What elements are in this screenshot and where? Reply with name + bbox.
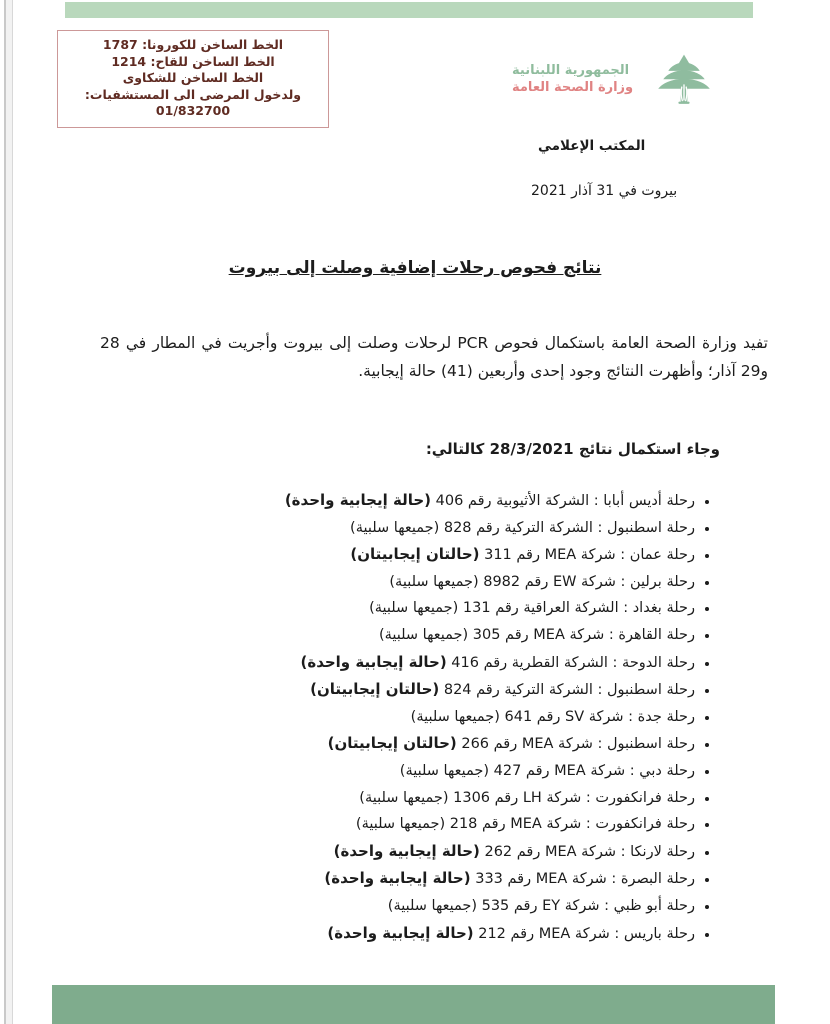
flight-text: رحلة برلين : شركة EW رقم 8982 <box>478 573 695 590</box>
flight-result: (جميعها سلبية) <box>410 708 500 725</box>
flight-result: (جميعها سلبية) <box>387 897 477 914</box>
flight-item <box>52 838 695 866</box>
flight-text: رحلة جدة : شركة SV رقم 641 <box>499 708 695 725</box>
flight-text: رحلة فرانكفورت : شركة MEA رقم 218 <box>445 816 695 833</box>
flight-result: (جميعها سلبية) <box>369 600 459 617</box>
flight-item <box>52 704 695 731</box>
flight-text: رحلة فرانكفورت : شركة LH رقم 1306 <box>448 789 695 806</box>
flight-text: رحلة اسطنبول : الشركة التركية رقم 824 <box>439 682 695 699</box>
flight-result: (جميعها سلبية) <box>378 626 469 643</box>
flight-text: رحلة أديس أبابا : الشركة الأثيوبية رقم 406 <box>431 493 695 509</box>
flight-result: (جميعها سلبية) <box>389 573 479 590</box>
top-green-bar <box>65 2 753 18</box>
flight-text: رحلة أبو ظبي : شركة EY رقم 535 <box>477 897 695 914</box>
ministry-logo-text <box>512 62 648 96</box>
flight-text: رحلة لارنكا : شركة MEA رقم 262 <box>479 843 695 860</box>
flight-item <box>52 569 695 596</box>
flight-result: (حالة إيجابية واحدة) <box>327 923 474 942</box>
bottom-green-bar <box>52 985 775 1024</box>
flight-result: (حالة إيجابية واحدة) <box>333 841 480 860</box>
flight-result: (جميعها سلبية) <box>350 519 440 536</box>
flight-item <box>52 758 695 785</box>
flight-item <box>52 487 695 515</box>
hotline-hospitals: ولدخول المرضى الى المستشفيات: 01/832700 <box>84 86 302 118</box>
flight-text: رحلة دبي : شركة MEA رقم 427 <box>489 762 695 779</box>
flight-result: (حالة إيجابية واحدة) <box>300 652 447 671</box>
flight-text: رحلة اسطنبول : الشركة التركية رقم 828 <box>439 519 695 536</box>
flight-item <box>52 730 695 758</box>
flight-text: رحلة عمان : شركة MEA رقم 311 <box>479 547 695 564</box>
flight-result: (حالة إيجابية واحدة) <box>284 491 432 509</box>
flight-text: رحلة القاهرة : شركة MEA رقم 305 <box>468 626 695 643</box>
cedar-tree-icon <box>656 48 712 110</box>
flight-result: (جميعها سلبية) <box>399 762 490 779</box>
flights-list <box>52 487 713 947</box>
flight-text: رحلة اسطنبول : شركة MEA رقم 266 <box>456 736 695 753</box>
flight-item <box>52 865 695 893</box>
flight-result: (حالتان إيجابيتان) <box>350 545 480 564</box>
flight-result: (حالتان إيجابيتان) <box>327 734 457 753</box>
flight-text: رحلة بغداد : الشركة العراقية رقم 131 <box>458 600 695 617</box>
flight-text: رحلة الدوحة : الشركة القطرية رقم 416 <box>446 654 695 671</box>
flight-result: (جميعها سلبية) <box>355 816 446 833</box>
ministry-logo <box>512 48 712 110</box>
hotline-complaints: الخط الساخن للشكاوى <box>122 70 264 85</box>
scanned-page-edge <box>4 0 13 1024</box>
document-title: نتائج فحوص رحلات إضافية وصلت إلى بيروت <box>228 258 602 278</box>
flight-text: رحلة البصرة : شركة MEA رقم 333 <box>470 871 695 888</box>
body-paragraph: تفيد وزارة الصحة العامة باستكمال فحوص PCR لرحلات وصلت إلى بيروت وأجريت في المطار في 28 و29 آذار؛ وأظهرت النتائج وجود إحدى وأربعين (41) حالة إيجابية. <box>100 334 768 380</box>
flight-result: (جميعها سلبية) <box>359 789 449 806</box>
flight-result: (حالة إيجابية واحدة) <box>324 869 471 888</box>
flight-item <box>52 649 695 677</box>
hotline-vaccine: الخط الساخن للقاح: 1214 <box>111 53 275 69</box>
hotline-box <box>57 30 329 128</box>
flight-text: رحلة باريس : شركة MEA رقم 212 <box>473 925 695 942</box>
flight-item <box>52 811 695 838</box>
flight-item <box>52 920 695 948</box>
media-office-heading: المكتب الإعلامي <box>538 138 646 154</box>
ministry-name: وزارة الصحة العامة <box>512 80 634 95</box>
flight-item <box>52 595 695 622</box>
flight-item <box>52 785 695 812</box>
flight-item <box>52 541 695 569</box>
date-line: بيروت في 31 آذار 2021 <box>531 183 678 199</box>
flight-result: (حالتان إيجابيتان) <box>310 680 440 699</box>
flight-item <box>52 515 695 542</box>
results-intro-line: وجاء استكمال نتائج 28/3/2021 كالتالي: <box>425 440 720 458</box>
flight-item <box>52 622 695 649</box>
republic-name: الجمهورية اللبنانية <box>512 63 630 78</box>
hotline-corona: الخط الساخن للكورونا: 1787 <box>102 37 284 52</box>
flight-item <box>52 676 695 704</box>
flight-item <box>52 893 695 920</box>
